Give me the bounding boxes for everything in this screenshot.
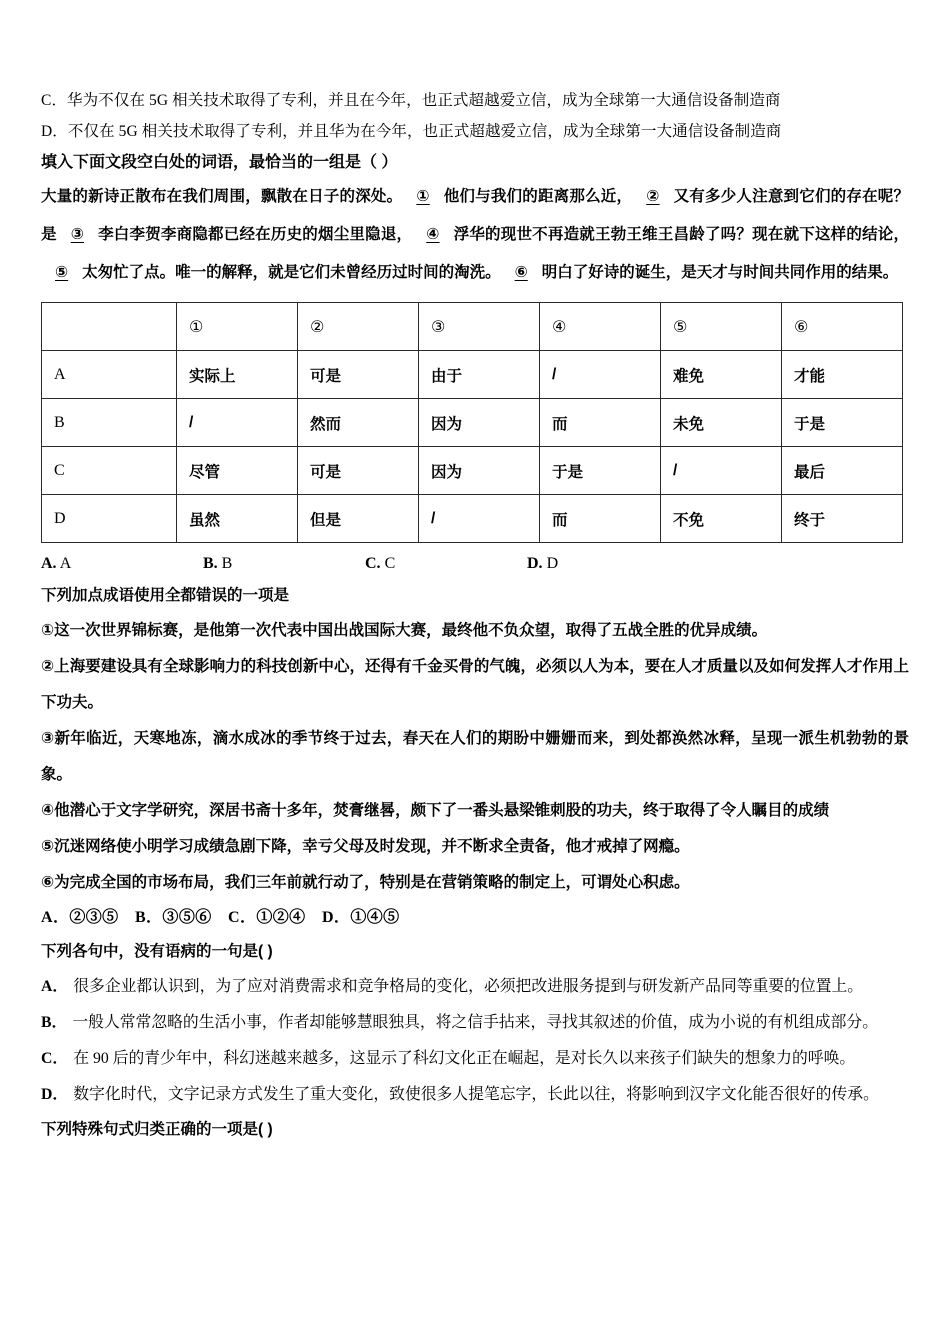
- cell-c-5: /: [661, 447, 782, 495]
- cell-c-1: 尽管: [177, 447, 298, 495]
- header-cell-1: ①: [177, 303, 298, 351]
- row-label-d: D: [42, 495, 177, 543]
- table-row: [42, 495, 903, 543]
- blank-3: ③: [70, 226, 85, 243]
- blank-6: ⑥: [514, 264, 528, 281]
- cell-c-6: 最后: [782, 447, 903, 495]
- q1-option-c: C．华为不仅在 5G 相关技术取得了专利，并且在今年，也正式超越爱立信，成为全球第一大通信设备制造商: [41, 92, 781, 109]
- cell-b-6: 于是: [782, 399, 903, 447]
- cell-d-3: /: [419, 495, 540, 543]
- cell-a-4: /: [540, 351, 661, 399]
- header-cell-3: ③: [419, 303, 540, 351]
- q2-prompt: 填入下面文段空白处的词语，最恰当的一组是（ ）: [41, 154, 398, 171]
- passage-part-7: 明白了好诗的诞生，是天才与时间共同作用的结果。: [541, 264, 899, 281]
- q3-item-2: ②上海要建设具有全球影响力的科技创新中心，还得有千金买骨的气魄，必须以人为本，要在人才质量以及如何发挥人才作用上下功夫。: [41, 658, 909, 711]
- cell-d-4: 而: [540, 495, 661, 543]
- header-cell-4: ④: [540, 303, 661, 351]
- cell-a-6: 才能: [782, 351, 903, 399]
- q3-item-4: ④他潜心于文字学研究，深居书斋十多年，焚膏继晷，颇下了一番头悬梁锥刺股的功夫，终于取得了令人瞩目的成绩: [41, 802, 830, 819]
- cell-c-3: 因为: [419, 447, 540, 495]
- q2-answer-b-value: B: [221, 555, 233, 572]
- q2-answer-a-value: A: [59, 555, 72, 572]
- q5-prompt: 下列特殊句式归类正确的一项是( ): [41, 1121, 273, 1138]
- q2-answer-a[interactable]: [41, 549, 203, 579]
- q3-item-6: ⑥为完成全国的市场布局，我们三年前就行动了，特别是在营销策略的制定上，可谓处心积虑。: [41, 874, 690, 891]
- cell-a-2: 可是: [298, 351, 419, 399]
- table-header-row: [42, 303, 903, 351]
- q4-option-a-text: 很多企业都认识到，为了应对消费需求和竞争格局的变化，必须把改进服务提到与研发新产品同等重要的位置上。: [73, 978, 864, 995]
- q2-answer-c[interactable]: [365, 549, 527, 579]
- cell-b-5: 未免: [661, 399, 782, 447]
- table-row: [42, 351, 903, 399]
- cell-b-1: /: [177, 399, 298, 447]
- cell-b-3: 因为: [419, 399, 540, 447]
- passage-part-1: 大量的新诗正散布在我们周围，飘散在日子的深处。: [41, 188, 403, 205]
- row-label-a: A: [42, 351, 177, 399]
- blank-5: ⑤: [55, 264, 69, 281]
- q4-option-a-label: A．: [41, 978, 69, 995]
- cell-d-5: 不免: [661, 495, 782, 543]
- blank-2: ②: [646, 188, 660, 205]
- q2-passage: [41, 178, 909, 292]
- q2-answer-d-label: D.: [527, 555, 543, 572]
- q2-answer-c-label: C.: [365, 555, 381, 572]
- q2-answer-d[interactable]: [527, 549, 689, 579]
- q4-option-b-text: 一般人常常忽略的生活小事，作者却能够慧眼独具，将之信手拈来，寻找其叙述的价值，成为小说的有机组成部分。: [72, 1014, 878, 1031]
- q4-option-d-label: D．: [41, 1086, 69, 1103]
- header-cell-2: ②: [298, 303, 419, 351]
- passage-part-5: 浮华的现世不再造就王勃王维王昌龄了吗？现在就下这样的结论，: [453, 226, 909, 243]
- header-cell-5: ⑤: [661, 303, 782, 351]
- q4-prompt: 下列各句中，没有语病的一句是( ): [41, 943, 273, 960]
- table-row: [42, 399, 903, 447]
- q4-option-d-text: 数字化时代，文字记录方式发生了重大变化，致使很多人提笔忘字，长此以往，将影响到汉字文化能否很好的传承。: [73, 1086, 879, 1103]
- q4-option-b[interactable]: [41, 1005, 909, 1041]
- q1-option-d: D．不仅在 5G 相关技术取得了专利，并且华为在今年，也正式超越爱立信，成为全球第一大通信设备制造商: [41, 122, 782, 140]
- cell-b-2: 然而: [298, 399, 419, 447]
- passage-part-2: 他们与我们的距离那么近，: [443, 188, 633, 205]
- cell-d-2: 但是: [298, 495, 419, 543]
- q4-option-c[interactable]: [41, 1041, 909, 1077]
- cell-b-4: 而: [540, 399, 661, 447]
- q3-prompt: 下列加点成语使用全都错误的一项是: [41, 587, 290, 604]
- q2-choices-table: [41, 302, 903, 543]
- cell-c-4: 于是: [540, 447, 661, 495]
- passage-part-4: 李白李贺李商隐都已经在历史的烟尘里隐退，: [98, 226, 413, 243]
- passage-part-3: 又有多少人注意到它们的存在呢？是: [41, 188, 910, 243]
- q2-answer-b[interactable]: [203, 549, 365, 579]
- q4-option-d[interactable]: [41, 1077, 909, 1113]
- q3-item-5: ⑤沉迷网络使小明学习成绩急剧下降，幸亏父母及时发现，并不断求全责备，他才戒掉了网瘾。: [41, 838, 690, 855]
- q2-answer-c-value: C: [384, 555, 396, 572]
- q3-item-1: ①这一次世界锦标赛，是他第一次代表中国出战国际大赛，最终他不负众望，取得了五战全胜的优异成绩。: [41, 622, 768, 639]
- cell-d-1: 虽然: [177, 495, 298, 543]
- q3-answers[interactable]: A．②③⑤ B．③⑤⑥ C．①②④ D．①④⑤: [41, 909, 400, 926]
- q4-option-c-text: 在 90 后的青少年中，科幻迷越来越多，这显示了科幻文化正在崛起，是对长久以来孩子们缺失的想象力的呼唤。: [73, 1050, 856, 1067]
- table-row: [42, 447, 903, 495]
- cell-a-1: 实际上: [177, 351, 298, 399]
- q4-option-a[interactable]: [41, 969, 909, 1005]
- q2-answer-d-value: D: [546, 555, 559, 572]
- header-cell-blank: [42, 303, 177, 351]
- cell-a-5: 难免: [661, 351, 782, 399]
- q2-answer-b-label: B.: [203, 555, 218, 572]
- q2-answer-row: [41, 549, 909, 579]
- q4-option-c-label: C．: [41, 1050, 69, 1067]
- blank-1: ①: [416, 188, 430, 205]
- cell-a-3: 由于: [419, 351, 540, 399]
- q4-option-b-label: B．: [41, 1014, 68, 1031]
- row-label-c: C: [42, 447, 177, 495]
- row-label-b: B: [42, 399, 177, 447]
- q3-item-3: ③新年临近，天寒地冻，滴水成冰的季节终于过去，春天在人们的期盼中姗姗而来，到处都涣然冰释，呈现一派生机勃勃的景象。: [41, 730, 909, 783]
- cell-d-6: 终于: [782, 495, 903, 543]
- page-content: [41, 86, 909, 1147]
- passage-part-6: 太匆忙了点。唯一的解释，就是它们未曾经历过时间的淘洗。: [82, 264, 501, 281]
- cell-c-2: 可是: [298, 447, 419, 495]
- header-cell-6: ⑥: [782, 303, 903, 351]
- q2-answer-a-label: A.: [41, 555, 57, 572]
- blank-4: ④: [426, 226, 440, 243]
